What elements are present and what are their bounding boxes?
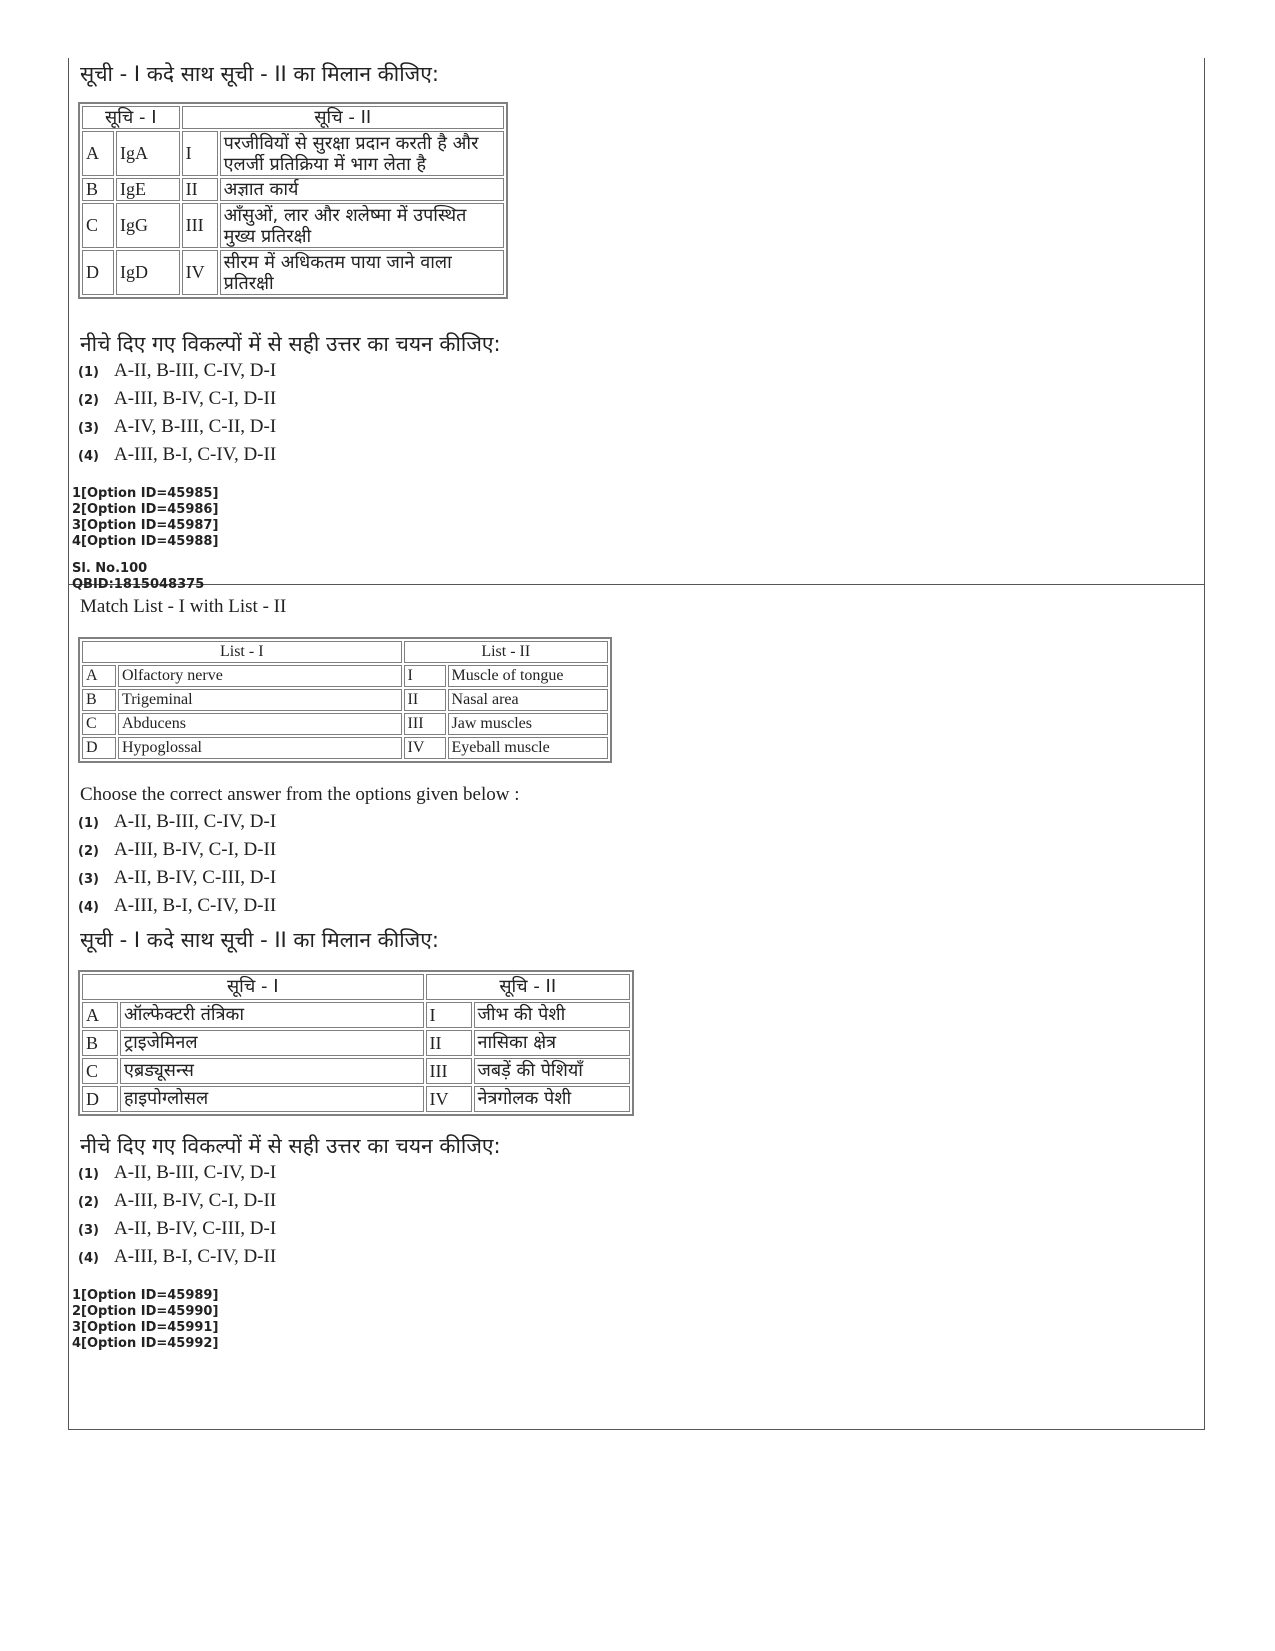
row-numeral: II (182, 178, 218, 201)
option-text: A-II, B-III, C-IV, D-I (114, 360, 277, 381)
list-1-header: सूचि - I (82, 106, 180, 129)
list-2-item: Nasal area (448, 689, 608, 711)
match-table-cranial-nerves-english (78, 637, 612, 763)
list-2-header: सूचि - II (426, 974, 630, 1000)
option-number: (1) (78, 816, 99, 831)
row-numeral: IV (404, 737, 446, 759)
list-1-header: List - I (82, 641, 402, 663)
list-2-item: Muscle of tongue (448, 665, 608, 687)
row-letter: B (82, 689, 116, 711)
option-text: A-II, B-III, C-IV, D-I (114, 1162, 277, 1183)
list-1-item: हाइपोग्लोसल (120, 1086, 424, 1112)
option-text: A-II, B-IV, C-III, D-I (114, 1218, 277, 1239)
choose-answer-hindi: नीचे दिए गए विकल्पों में से सही उत्तर का चयन कीजिए: (80, 1134, 501, 1158)
list-1-item: IgA (116, 131, 180, 176)
list-2-header: सूचि - II (182, 106, 504, 129)
list-1-item: एब्रड्यूसन्स (120, 1058, 424, 1084)
row-letter: A (82, 131, 114, 176)
list-1-item: Abducens (118, 713, 402, 735)
option-id: 3[Option ID=45987] (72, 518, 219, 533)
list-1-item: IgD (116, 250, 180, 295)
option-number: (1) (78, 1167, 99, 1182)
option-number: (2) (78, 1195, 99, 1210)
list-1-item: Hypoglossal (118, 737, 402, 759)
row-numeral: III (182, 203, 218, 248)
option-number: (2) (78, 393, 99, 408)
list-2-item: Jaw muscles (448, 713, 608, 735)
option-ids-list (72, 1288, 218, 1352)
option-number: (4) (78, 1251, 99, 1266)
list-2-item: अज्ञात कार्य (220, 178, 504, 201)
option-4[interactable] (78, 444, 276, 466)
row-letter: C (82, 203, 114, 248)
question-100-prompt-hindi: सूची - I कदे साथ सूची - II का मिलान कीजिए: (80, 928, 439, 952)
option-number: (4) (78, 900, 99, 915)
option-text: A-IV, B-III, C-II, D-I (114, 416, 277, 437)
row-numeral: I (404, 665, 446, 687)
question-100-header (72, 561, 204, 593)
list-2-item: नेत्रगोलक पेशी (474, 1086, 630, 1112)
row-letter: B (82, 178, 114, 201)
row-numeral: II (426, 1030, 472, 1056)
row-letter: C (82, 1058, 118, 1084)
option-number: (3) (78, 1223, 99, 1238)
option-2[interactable] (78, 1190, 276, 1212)
option-number: (4) (78, 449, 99, 464)
question-100-prompt-english: Match List - I with List - II (80, 596, 287, 617)
list-1-item: ऑल्फेक्टरी तंत्रिका (120, 1002, 424, 1028)
row-letter: A (82, 1002, 118, 1028)
option-id: 2[Option ID=45990] (72, 1304, 219, 1319)
list-2-item: सीरम में अधिकतम पाया जाने वाला प्रतिरक्षी (220, 250, 504, 295)
row-letter: D (82, 1086, 118, 1112)
option-number: (3) (78, 872, 99, 887)
list-2-item: जबड़ें की पेशियाँ (474, 1058, 630, 1084)
list-1-item: Trigeminal (118, 689, 402, 711)
qbid: QBID:1815048375 (72, 577, 205, 592)
list-2-item: परजीवियों से सुरक्षा प्रदान करती है और एलर्जी प्रतिक्रिया में भाग लेता है (220, 131, 504, 176)
option-2[interactable] (78, 839, 276, 861)
option-id: 2[Option ID=45986] (72, 502, 219, 517)
list-2-item: Eyeball muscle (448, 737, 608, 759)
option-text: A-III, B-IV, C-I, D-II (114, 1190, 277, 1211)
row-letter: A (82, 665, 116, 687)
row-numeral: IV (426, 1086, 472, 1112)
option-text: A-II, B-III, C-IV, D-I (114, 811, 277, 832)
list-1-item: ट्राइजेमिनल (120, 1030, 424, 1056)
row-letter: D (82, 737, 116, 759)
row-letter: D (82, 250, 114, 295)
question-99-prompt-hindi: सूची - I कदे साथ सूची - II का मिलान कीजिए: (80, 62, 439, 86)
list-2-item: आँसुओं, लार और शलेष्मा में उपस्थित मुख्य प्रतिरक्षी (220, 203, 504, 248)
option-text: A-III, B-I, C-IV, D-II (114, 895, 277, 916)
option-1[interactable] (78, 811, 276, 833)
option-id: 4[Option ID=45988] (72, 534, 219, 549)
row-letter: B (82, 1030, 118, 1056)
option-number: (2) (78, 844, 99, 859)
option-text: A-III, B-I, C-IV, D-II (114, 1246, 277, 1267)
option-3[interactable] (78, 1218, 276, 1240)
row-numeral: III (426, 1058, 472, 1084)
option-1[interactable] (78, 1162, 276, 1184)
option-2[interactable] (78, 388, 276, 410)
option-ids-list (72, 486, 218, 550)
row-numeral: I (182, 131, 218, 176)
option-3[interactable] (78, 416, 276, 438)
row-letter: C (82, 713, 116, 735)
option-4[interactable] (78, 1246, 276, 1268)
option-4[interactable] (78, 895, 276, 917)
option-text: A-III, B-IV, C-I, D-II (114, 388, 277, 409)
option-number: (1) (78, 365, 99, 380)
list-2-item: जीभ की पेशी (474, 1002, 630, 1028)
list-1-item: IgE (116, 178, 180, 201)
choose-answer-hindi: नीचे दिए गए विकल्पों में से सही उत्तर का चयन कीजिए: (80, 332, 501, 356)
option-1[interactable] (78, 360, 276, 382)
option-text: A-III, B-I, C-IV, D-II (114, 444, 277, 465)
list-2-item: नासिका क्षेत्र (474, 1030, 630, 1056)
option-text: A-II, B-IV, C-III, D-I (114, 867, 277, 888)
list-1-item: IgG (116, 203, 180, 248)
choose-answer-english: Choose the correct answer from the options given below : (80, 784, 520, 805)
option-text: A-III, B-IV, C-I, D-II (114, 839, 277, 860)
match-table-cranial-nerves-hindi (78, 970, 634, 1116)
serial-number: Sl. No.100 (72, 561, 148, 576)
match-table-immunoglobulins (78, 102, 508, 299)
option-number: (3) (78, 421, 99, 436)
option-id: 4[Option ID=45992] (72, 1336, 219, 1351)
option-3[interactable] (78, 867, 276, 889)
option-id: 3[Option ID=45991] (72, 1320, 219, 1335)
row-numeral: I (426, 1002, 472, 1028)
row-numeral: III (404, 713, 446, 735)
list-2-header: List - II (404, 641, 608, 663)
list-1-item: Olfactory nerve (118, 665, 402, 687)
row-numeral: II (404, 689, 446, 711)
option-id: 1[Option ID=45989] (72, 1288, 219, 1303)
row-numeral: IV (182, 250, 218, 295)
option-id: 1[Option ID=45985] (72, 486, 219, 501)
list-1-header: सूचि - I (82, 974, 424, 1000)
